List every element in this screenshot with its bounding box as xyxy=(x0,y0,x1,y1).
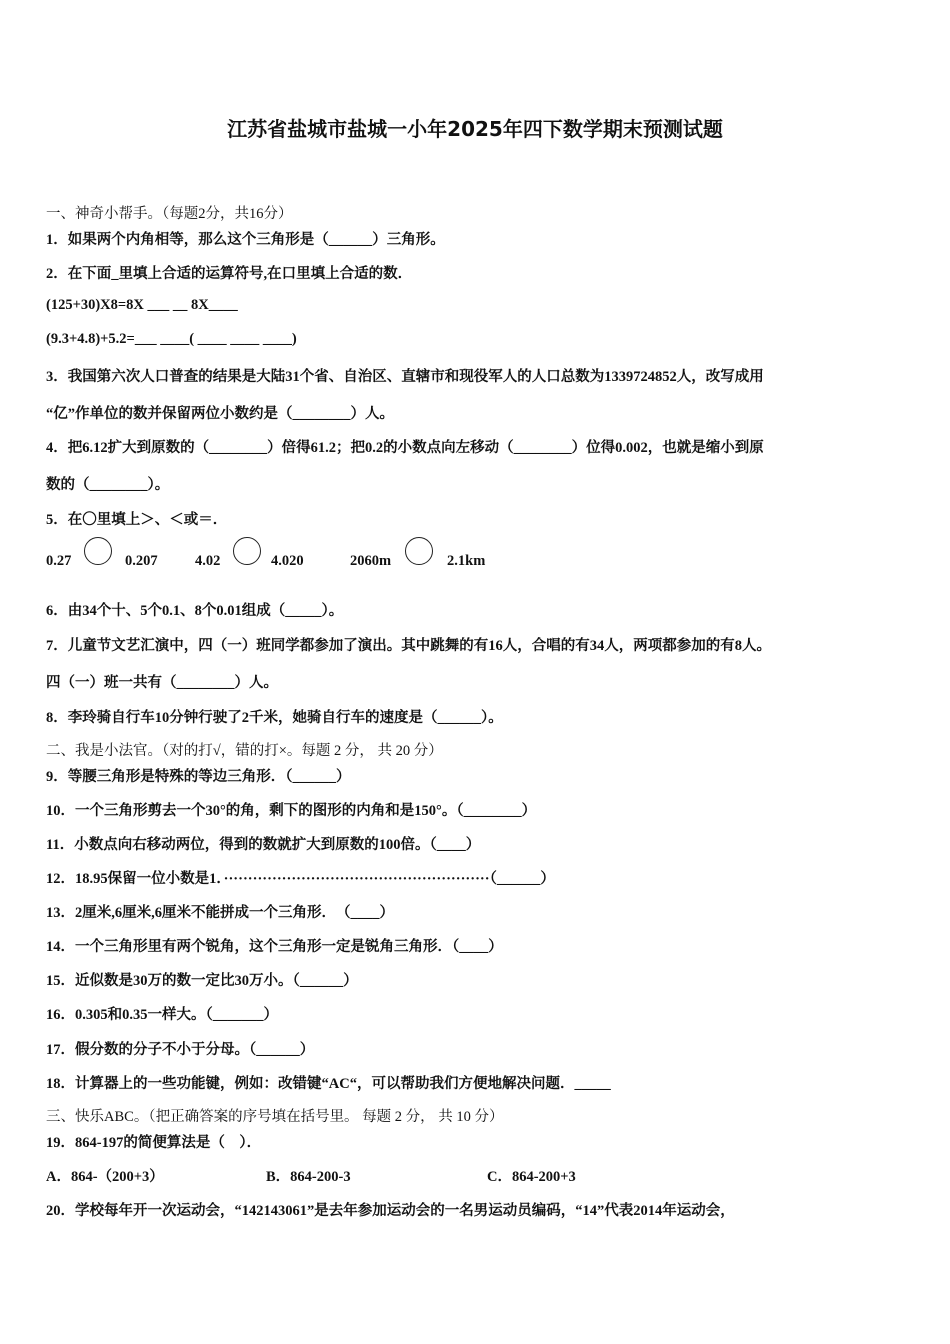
question-3-line-1: 3．我国第六次人口普查的结果是大陆31个省、自治区、直辖市和现役军人的人口总数为1339724852人，改写成用 xyxy=(46,369,764,385)
section-heading-3: 三、快乐ABC。（把正确答案的序号填在括号里。 每题 2 分， 共 10 分） xyxy=(46,1109,504,1125)
option-a: A．864-（200+3） xyxy=(46,1169,164,1185)
question-17: 17．假分数的分子不小于分母。（______） xyxy=(46,1042,315,1058)
question-20: 20．学校每年开一次运动会，“142143061”是去年参加运动会的一名男运动员编码，“14”代表2014年运动会， xyxy=(46,1203,735,1219)
question-4-line-1: 4．把6.12扩大到原数的（________）倍得61.2；把0.2的小数点向左移动（________）位得0.002，也就是缩小到原 xyxy=(46,440,764,456)
question-16: 16．0.305和0.35一样大。（_______） xyxy=(46,1007,278,1023)
compare-value-f: 2.1km xyxy=(447,553,486,569)
question-5: 5．在〇里填上＞、＜或＝． xyxy=(46,512,228,528)
question-8: 8．李玲骑自行车10分钟行驶了2千米，她骑自行车的速度是（______）。 xyxy=(46,710,503,726)
question-13: 13．2厘米,6厘米,6厘米不能拼成一个三角形． （____） xyxy=(46,905,394,921)
section-heading-2: 二、我是小法官。（对的打√，错的打×。每题 2 分， 共 20 分） xyxy=(46,743,443,759)
compare-value-b: 0.207 xyxy=(125,553,158,569)
page-title: 江苏省盐城市盐城一小年2025年四下数学期末预测试题 xyxy=(227,117,723,141)
question-2-line-a: (125+30)X8=8X ___ __ 8X____ xyxy=(46,297,238,313)
compare-circle-2[interactable] xyxy=(233,537,261,565)
question-7-line-2: 四（一）班一共有（________）人。 xyxy=(46,675,278,691)
question-6: 6．由34个十、5个0.1、8个0.01组成（_____）。 xyxy=(46,603,344,619)
question-15: 15．近似数是30万的数一定比30万小。（______） xyxy=(46,973,358,989)
option-b: B．864-200-3 xyxy=(266,1169,351,1185)
question-10: 10．一个三角形剪去一个30°的角，剩下的图形的内角和是150°。（________） xyxy=(46,803,537,819)
question-2-line-b: (9.3+4.8)+5.2=___ ____( ____ ____ ____) xyxy=(46,331,297,347)
section-heading-1: 一、神奇小帮手。（每题2分，共16分） xyxy=(46,206,293,222)
option-c: C．864-200+3 xyxy=(487,1169,576,1185)
question-1: 1．如果两个内角相等，那么这个三角形是（______）三角形。 xyxy=(46,232,445,248)
question-18: 18．计算器上的一些功能键，例如：改错键“AC“，可以帮助我们方便地解决问题．_____ xyxy=(46,1076,611,1092)
question-14: 14．一个三角形里有两个锐角，这个三角形一定是锐角三角形．（____） xyxy=(46,939,503,955)
question-9: 9．等腰三角形是特殊的等边三角形．（______） xyxy=(46,769,351,785)
question-19: 19．864-197的简便算法是（ ）． xyxy=(46,1135,262,1151)
question-2: 2．在下面_里填上合适的运算符号,在口里填上合适的数． xyxy=(46,266,413,282)
compare-circle-1[interactable] xyxy=(84,537,112,565)
question-11: 11．小数点向右移动两位，得到的数就扩大到原数的100倍。（____） xyxy=(46,837,481,853)
compare-circle-3[interactable] xyxy=(405,537,433,565)
question-7-line-1: 7．儿童节文艺汇演中，四（一）班同学都参加了演出。其中跳舞的有16人，合唱的有34人，两项都参加的有8人。 xyxy=(46,638,771,654)
compare-value-c: 4.02 xyxy=(195,553,221,569)
compare-value-a: 0.27 xyxy=(46,553,72,569)
question-3-line-2: “亿”作单位的数并保留两位小数约是（________）人。 xyxy=(46,406,394,422)
compare-value-e: 2060m xyxy=(350,553,392,569)
question-4-line-2: 数的（________）。 xyxy=(46,477,170,493)
compare-value-d: 4.020 xyxy=(271,553,304,569)
question-12: 12．18.95保留一位小数是1．·······················································（______） xyxy=(46,871,555,887)
